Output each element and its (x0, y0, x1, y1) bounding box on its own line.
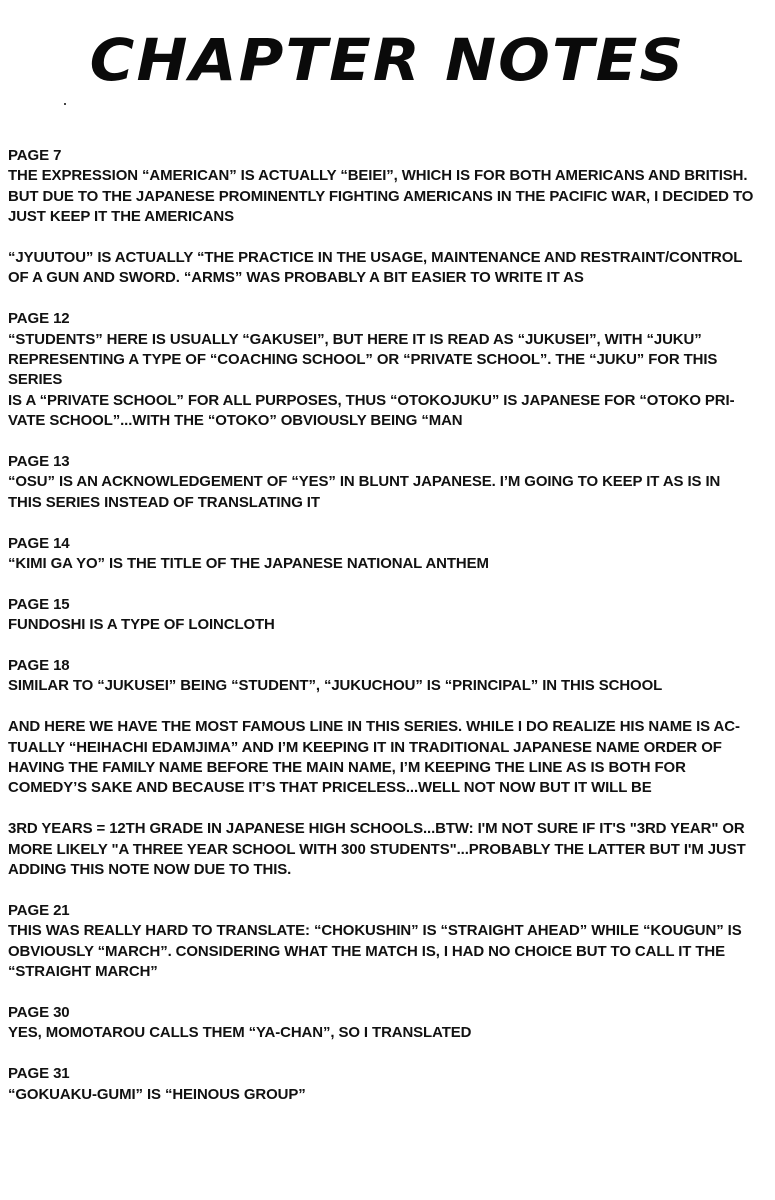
note-line: REPRESENTING A TYPE OF “COACHING SCHOOL” OR “PRIVATE SCHOOL”. THE “JUKU” FOR THIS (8, 351, 718, 369)
note-paragraph (8, 166, 768, 227)
note-line: SERIES (8, 371, 63, 389)
note-section (8, 1064, 768, 1105)
note-line: HAVING THE FAMILY NAME BEFORE THE MAIN NAME, I’M KEEPING THE LINE AS IS BOTH FOR (8, 759, 686, 777)
stray-mark (64, 103, 66, 105)
note-section (8, 452, 768, 513)
note-line: OF A GUN AND SWORD. “ARMS” WAS PROBABLY A BIT EASIER TO WRITE IT AS (8, 269, 584, 287)
note-page-header: PAGE 7 (8, 147, 62, 164)
note-section (8, 146, 768, 289)
note-line: “GOKUAKU-GUMI” IS “HEINOUS GROUP” (8, 1085, 306, 1103)
note-page-header: PAGE 14 (8, 534, 70, 552)
note-paragraph (8, 717, 768, 799)
note-line: OBVIOUSLY “MARCH”. CONSIDERING WHAT THE MATCH IS, I HAD NO CHOICE BUT TO CALL IT THE (8, 942, 725, 960)
note-line: THE EXPRESSION “AMERICAN” IS ACTUALLY “BEIEI”, WHICH IS FOR BOTH AMERICANS AND BRITISH. (8, 167, 748, 185)
note-section (8, 309, 768, 431)
notes-list (8, 146, 768, 1125)
note-paragraph (8, 248, 768, 289)
note-line: “OSU” IS AN ACKNOWLEDGEMENT OF “YES” IN BLUNT JAPANESE. I’M GOING TO KEEP IT AS IS IN (8, 473, 721, 491)
note-line: AND HERE WE HAVE THE MOST FAMOUS LINE IN THIS SERIES. WHILE I DO REALIZE HIS NAME IS AC- (8, 718, 740, 736)
note-line: BUT DUE TO THE JAPANESE PROMINENTLY FIGHTING AMERICANS IN THE PACIFIC WAR, I DECIDED TO (8, 187, 754, 205)
note-line: THIS SERIES INSTEAD OF TRANSLATING IT (8, 493, 320, 511)
note-line: THIS WAS REALLY HARD TO TRANSLATE: “CHOKUSHIN” IS “STRAIGHT AHEAD” WHILE “KOUGUN” IS (8, 922, 742, 940)
note-line: MORE LIKELY "A THREE YEAR SCHOOL WITH 300 STUDENTS"...PROBABLY THE LATTER BUT I'M JUST (8, 840, 746, 858)
note-line: FUNDOSHI IS A TYPE OF LOINCLOTH (8, 616, 275, 634)
note-section (8, 595, 768, 636)
note-page-header: PAGE 13 (8, 453, 70, 471)
note-page-header: PAGE 31 (8, 1065, 70, 1083)
note-paragraph (8, 819, 768, 880)
note-page-header: PAGE 21 (8, 901, 70, 919)
note-line: ADDING THIS NOTE NOW DUE TO THIS. (8, 861, 292, 879)
note-line: VATE SCHOOL”...WITH THE “OTOKO” OBVIOUSLY BEING “MAN (8, 412, 463, 430)
page-title: CHAPTER NOTES (89, 26, 686, 94)
note-section (8, 1003, 768, 1044)
note-page-header: PAGE 15 (8, 595, 70, 613)
note-line: COMEDY’S SAKE AND BECAUSE IT’S THAT PRICELESS...WELL NOT NOW BUT IT WILL BE (8, 779, 652, 797)
note-line: 3RD YEARS = 12TH GRADE IN JAPANESE HIGH SCHOOLS...BTW: I'M NOT SURE IF IT'S "3RD YEAR" OR (8, 820, 745, 838)
note-page-header: PAGE 18 (8, 657, 70, 675)
note-paragraph (8, 554, 768, 574)
note-page-header: PAGE 30 (8, 1003, 70, 1021)
note-line: SIMILAR TO “JUKUSEI” BEING “STUDENT”, “JUKUCHOU” IS “PRINCIPAL” IN THIS SCHOOL (8, 677, 663, 695)
note-section (8, 656, 768, 880)
note-line: “STRAIGHT MARCH” (8, 963, 158, 981)
note-line: YES, MOMOTAROU CALLS THEM “YA-CHAN”, SO I TRANSLATED (8, 1024, 472, 1042)
note-line: “KIMI GA YO” IS THE TITLE OF THE JAPANESE NATIONAL ANTHEM (8, 555, 489, 573)
note-paragraph (8, 1023, 768, 1043)
note-paragraph (8, 1085, 768, 1105)
note-line: “STUDENTS” HERE IS USUALLY “GAKUSEI”, BUT HERE IT IS READ AS “JUKUSEI”, WITH “JUKU” (8, 330, 702, 348)
note-paragraph (8, 676, 768, 696)
note-line: JUST KEEP IT THE AMERICANS (8, 208, 235, 226)
note-section (8, 901, 768, 983)
note-paragraph (8, 921, 768, 982)
note-paragraph (8, 472, 768, 513)
note-line: “JYUUTOU” IS ACTUALLY “THE PRACTICE IN THE USAGE, MAINTENANCE AND RESTRAINT/CONTROL (8, 249, 743, 267)
note-line: TUALLY “HEIHACHI EDAMJIMA” AND I’M KEEPING IT IN TRADITIONAL JAPANESE NAME ORDER OF (8, 738, 722, 756)
note-paragraph (8, 330, 768, 432)
note-line: IS A “PRIVATE SCHOOL” FOR ALL PURPOSES, THUS “OTOKOJUKU” IS JAPANESE FOR “OTOKO PRI- (8, 391, 735, 409)
note-section (8, 534, 768, 575)
note-paragraph (8, 615, 768, 635)
note-page-header: PAGE 12 (8, 310, 70, 328)
